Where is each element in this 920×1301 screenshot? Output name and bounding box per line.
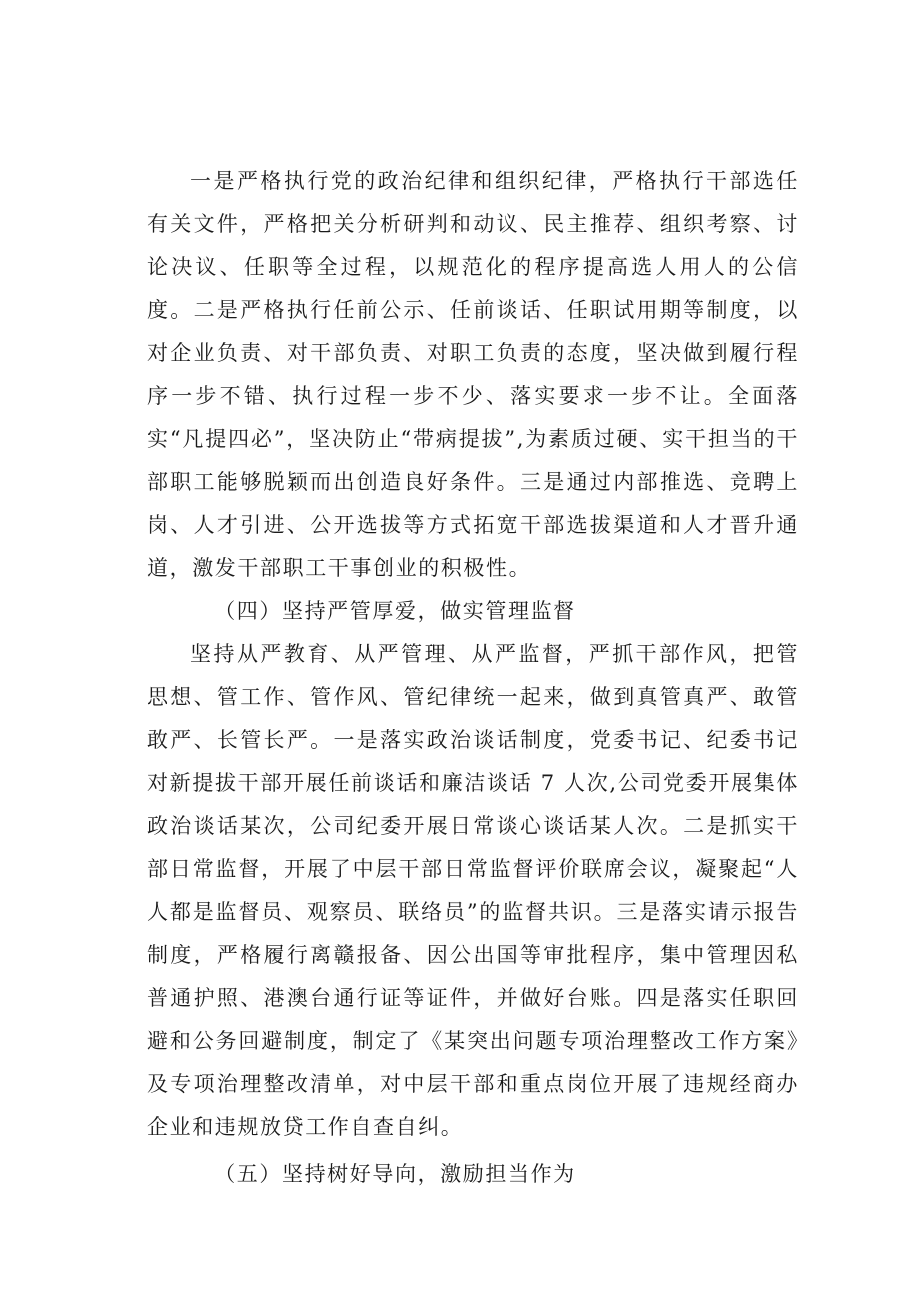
paragraph-selection-procedures: 一是严格执行党的政治纪律和组织纪律，严格执行干部选任有关文件，严格把关分析研判和动议、民主推荐、组织考察、讨论决议、任职等全过程，以规范化的程序提高选人用人的公信度。二是严格执行任前公示、任前谈话、任职试用期等制度，以对企业负责、对干部负责、对职工负责的态度，坚决做到履行程序一步不错、执行过程一步不少、落实要求一步不让。全面落实“凡提四必”，坚决防止“带病提拔”,为素质过硬、实干担当的干部职工能够脱颖而出创造良好条件。三是通过内部推选、竞聘上岗、人才引进、公开选拔等方式拓宽干部选拔渠道和人才晋升通道，激发干部职工干事创业的积极性。 [147,169,799,580]
section-heading-5: （五）坚持树好导向，激励担当作为 [214,1162,576,1186]
section-heading-4: （四）坚持严管厚爱，做实管理监督 [214,599,576,623]
document-body [147,160,799,1196]
paragraph-management-supervision: 坚持从严教育、从严管理、从严监督，严抓干部作风，把管思想、管工作、管作风、管纪律统一起来，做到真管真严、敢管敢严、长管长严。一是落实政治谈话制度，党委书记、纪委书记对新提拔干部开展任前谈话和廉洁谈话 7 人次,公司党委开展集体政治谈话某次，公司纪委开展日常谈心谈话某人次。二是抓实干部日常监督，开展了中层干部日常监督评价联席会议，凝聚起“人人都是监督员、观察员、联络员”的监督共识。三是落实请示报告制度，严格履行离赣报备、因公出国等审批程序，集中管理因私普通护照、港澳台通行证等证件，并做好台账。四是落实任职回避和公务回避制度，制定了《某突出问题专项治理整改工作方案》及专项治理整改清单，对中层干部和重点岗位开展了违规经商办企业和违规放贷工作自查自纠。 [147,642,799,1139]
